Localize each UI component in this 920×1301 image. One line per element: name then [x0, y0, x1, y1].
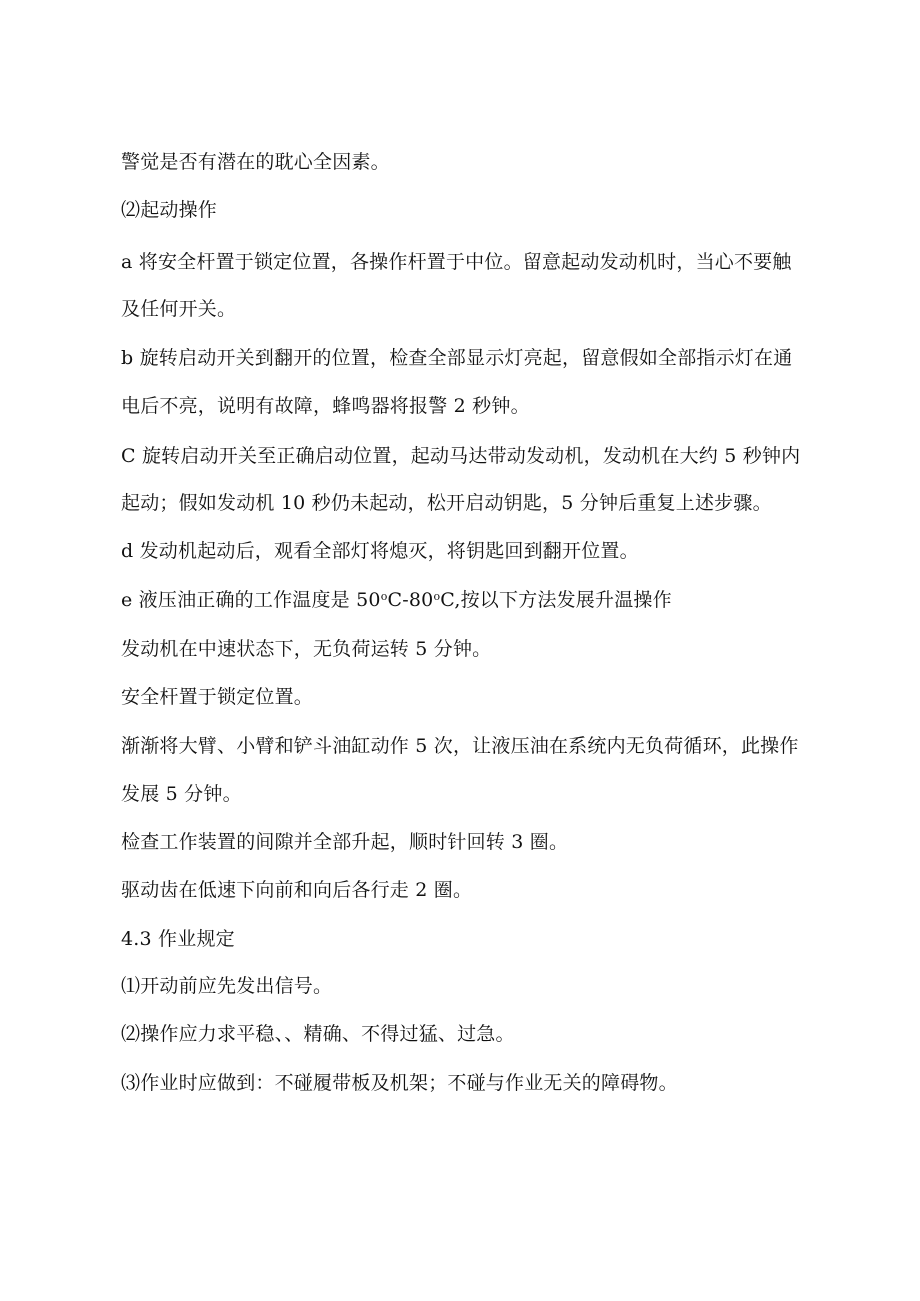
- text-line-6: 电后不亮，说明有故障，蜂鸣器将报警 2 秒钟。: [121, 395, 530, 417]
- section-heading-work-rules: 4.3 作业规定: [121, 928, 235, 950]
- text-line-4: 及任何开关。: [121, 298, 237, 320]
- temperature-text-before: e 液压油正确的工作温度是 50: [121, 589, 381, 611]
- text-line-7: C 旋转启动开关至正确启动位置，起动马达带动发动机，发动机在大约 5 秒钟内: [121, 445, 801, 467]
- text-line-14: 发展 5 分钟。: [121, 783, 242, 805]
- text-line-9: d 发动机起动后，观看全部灯将熄灭，将钥匙回到翻开位置。: [121, 540, 639, 562]
- text-line-18: ⑴开动前应先发出信号。: [121, 975, 333, 997]
- section-heading-start-operation: ⑵起动操作: [121, 199, 218, 221]
- temperature-text-after: C,按以下方法发展升温操作: [440, 589, 672, 611]
- text-line-20: ⑶作业时应做到：不碰履带板及机架；不碰与作业无关的障碍物。: [121, 1072, 678, 1094]
- text-line-1: 警觉是否有潜在的耽心全因素。: [121, 151, 390, 173]
- text-line-5: b 旋转启动开关到翻开的位置，检查全部显示灯亮起，留意假如全部指示灯在通: [121, 347, 793, 369]
- text-line-19: ⑵操作应力求平稳、、精确、不得过猛、过急。: [121, 1023, 515, 1045]
- text-line-11: 发动机在中速状态下，无负荷运转 5 分钟。: [121, 638, 492, 660]
- text-line-12: 安全杆置于锁定位置。: [121, 686, 314, 708]
- degree-mark-1: o: [380, 590, 388, 603]
- text-line-13: 渐渐将大臂、小臂和铲斗油缸动作 5 次，让液压油在系统内无负荷循环，此操作: [121, 735, 799, 757]
- temperature-line: [121, 587, 821, 613]
- text-line-16: 驱动齿在低速下向前和向后各行走 2 圈。: [121, 879, 473, 901]
- text-line-15: 检查工作装置的间隙并全部升起，顺时针回转 3 圈。: [121, 831, 569, 853]
- text-line-3: a 将安全杆置于锁定位置，各操作杆置于中位。留意起动发动机时，当心不要触: [121, 251, 792, 273]
- text-line-8: 起动；假如发动机 10 秒仍未起动，松开启动钥匙，5 分钟后重复上述步骤。: [121, 492, 772, 514]
- degree-mark-2: o: [433, 590, 441, 603]
- temperature-text-mid: C-80: [387, 589, 434, 611]
